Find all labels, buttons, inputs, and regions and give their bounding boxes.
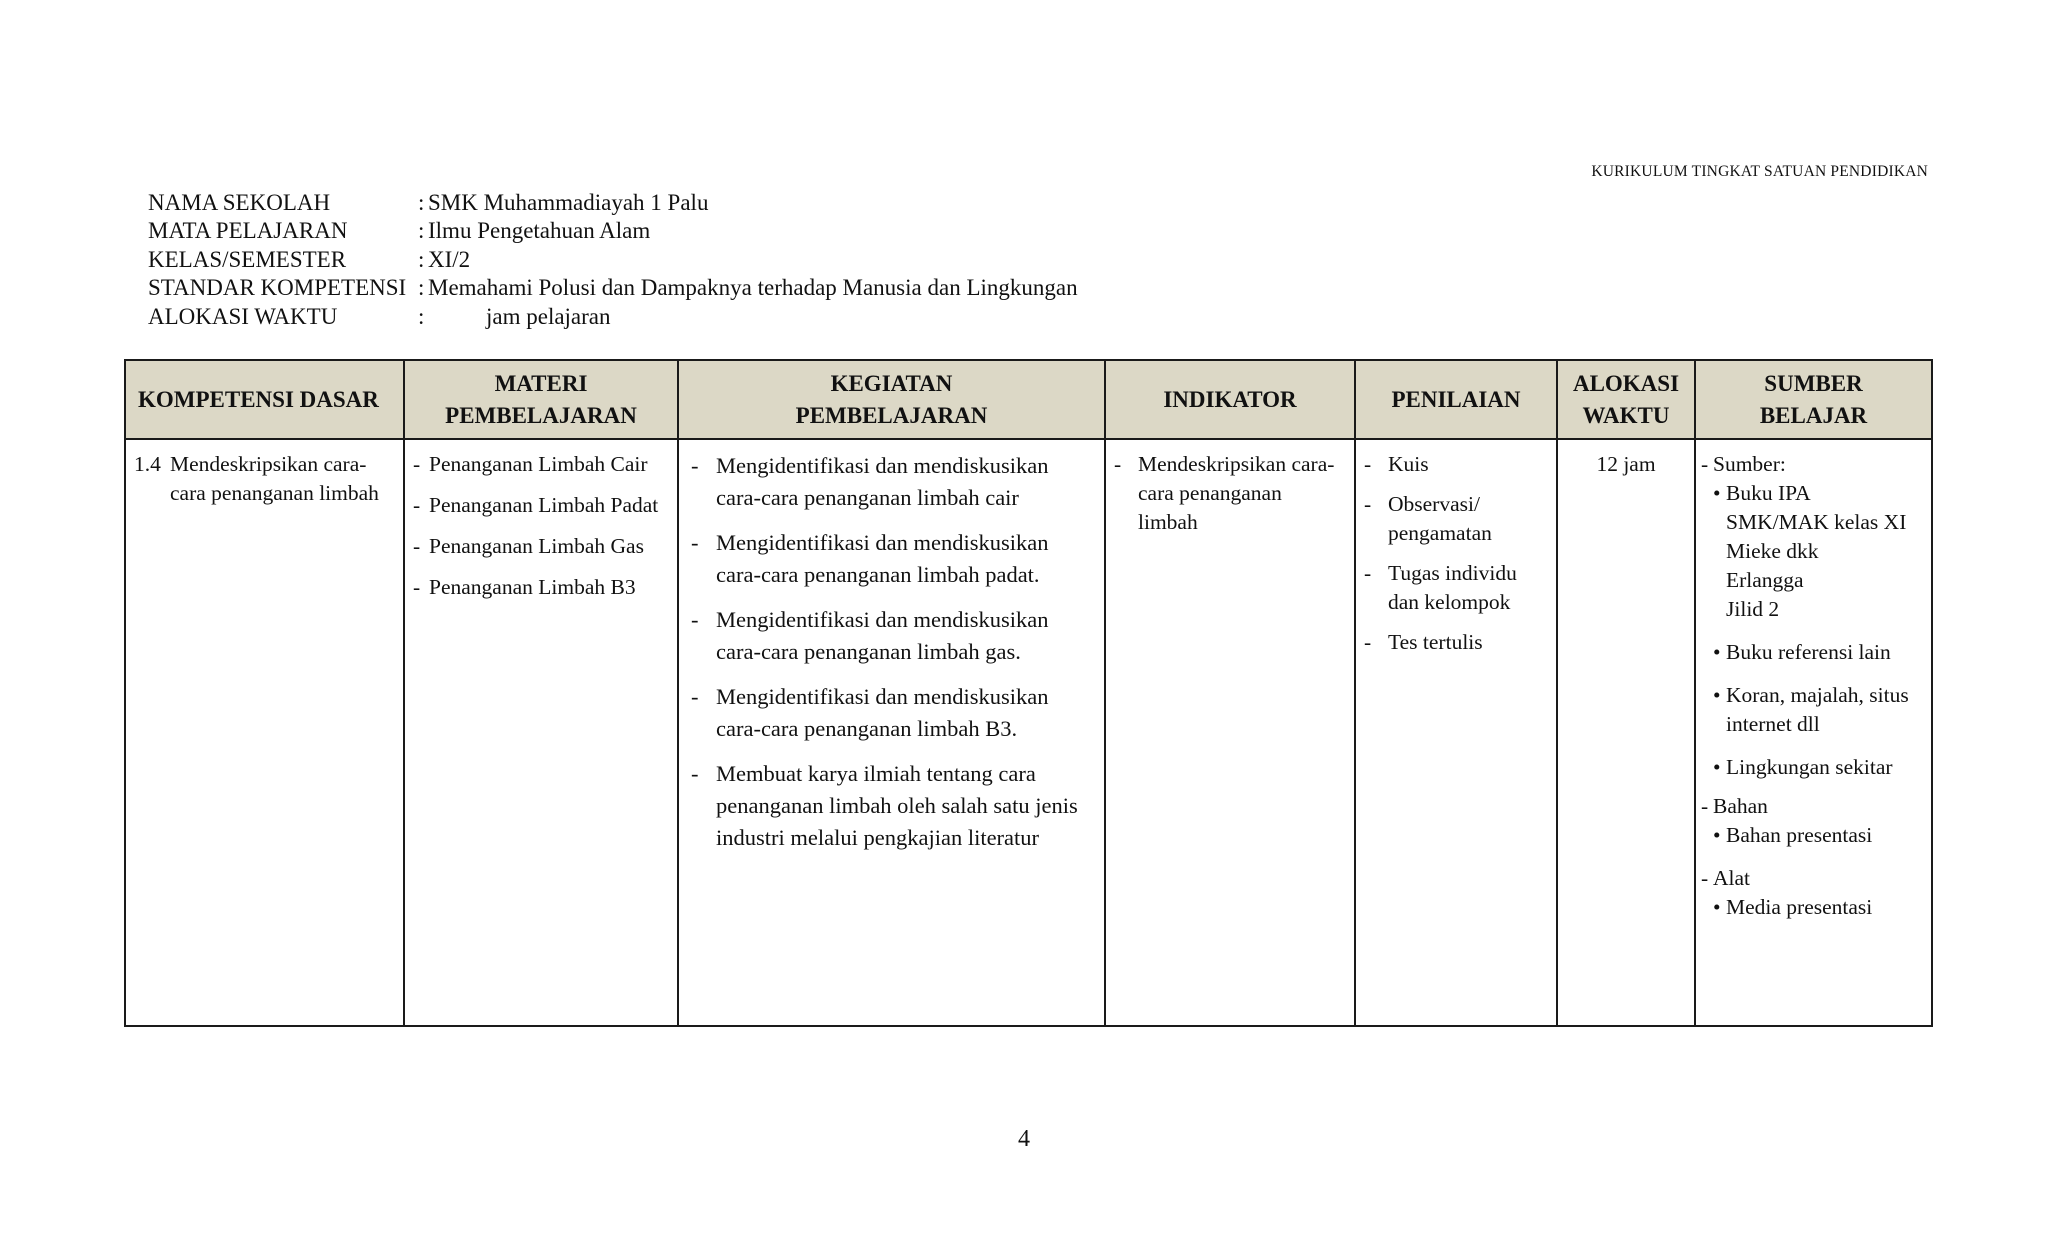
list-item: - Membuat karya ilmiah tentang cara penanganan limbah oleh salah satu jenis industri melalui pengkajian literatur [691, 761, 1078, 850]
bullet-icon: • [1713, 640, 1721, 664]
info-value: Ilmu Pengetahuan Alam [428, 218, 651, 244]
header-kegiatan-pembelajaran: KEGIATAN PEMBELAJARAN [678, 360, 1105, 439]
list-item: - Observasi/ pengamatan [1364, 492, 1492, 545]
list-item: - Tes tertulis [1364, 630, 1483, 654]
info-row-nama-sekolah: NAMA SEKOLAH : SMK Muhammadiayah 1 Palu [148, 189, 1078, 217]
header-sumber-belajar: SUMBER BELAJAR [1695, 360, 1932, 439]
cell-materi [404, 439, 678, 1026]
list-item: - Penanganan Limbah B3 [413, 575, 636, 599]
cell-indikator [1105, 439, 1355, 1026]
list-item: - Penanganan Limbah Cair [413, 452, 648, 476]
cell-kompetensi-dasar [125, 439, 404, 1026]
info-value: jam pelajaran [486, 303, 611, 329]
info-value: SMK Muhammadiayah 1 Palu [428, 190, 709, 215]
info-row-alokasi-waktu: ALOKASI WAKTU : jam pelajaran [148, 303, 1078, 331]
info-label: STANDAR KOMPETENSI [148, 275, 407, 301]
info-label: MATA PELAJARAN [148, 218, 348, 244]
info-label: ALOKASI WAKTU [148, 303, 338, 329]
document-info [148, 189, 1078, 331]
kd-text-line1: Mendeskripsikan cara- [170, 452, 367, 476]
syllabus-table [124, 359, 1933, 1027]
list-item: - Penanganan Limbah Padat [413, 493, 659, 517]
alat-group: - Alat [1701, 866, 1751, 890]
bullet-icon: • [1713, 481, 1721, 505]
bullet-item-buku-ipa: • Buku IPA SMK/MAK kelas XI Mieke dkk Erlangga Jilid 2 [1701, 479, 1925, 624]
running-header: KURIKULUM TINGKAT SATUAN PENDIDIKAN [1591, 163, 1928, 180]
header-materi-pembelajaran: MATERI PEMBELAJARAN [404, 360, 678, 439]
bullet-icon: • [1713, 823, 1721, 847]
header-indikator: INDIKATOR [1105, 360, 1355, 439]
list-item: - Mendeskripsikan cara-cara penanganan limbah [1114, 452, 1335, 534]
list-item: - Mengidentifikasi dan mendiskusikan cara-cara penanganan limbah cair [691, 453, 1049, 510]
list-item: - Penanganan Limbah Gas [413, 534, 644, 558]
bahan-group: - Bahan [1701, 794, 1768, 818]
bullet-item-koran: • Koran, majalah, situs internet dll [1701, 681, 1925, 739]
info-row-mata-pelajaran: MATA PELAJARAN : Ilmu Pengetahuan Alam [148, 217, 1078, 245]
table-header-row [125, 360, 1932, 439]
list-item: - Tugas individu dan kelompok [1364, 561, 1517, 614]
cell-penilaian [1355, 439, 1557, 1026]
info-label: KELAS/SEMESTER [148, 246, 347, 272]
bullet-item-bahan: • Bahan presentasi [1701, 821, 1925, 850]
list-item: - Mengidentifikasi dan mendiskusikan cara-cara penanganan limbah gas. [691, 607, 1049, 664]
alokasi-value: 12 jam [1596, 452, 1656, 476]
info-value: Memahami Polusi dan Dampaknya terhadap Manusia dan Lingkungan [428, 275, 1078, 301]
info-label: NAMA SEKOLAH [148, 190, 331, 215]
table-row [125, 439, 1932, 1026]
page-number: 4 [1018, 1126, 1030, 1152]
list-item: - Mengidentifikasi dan mendiskusikan cara-cara penanganan limbah B3. [691, 684, 1049, 741]
kd-text-line2: cara penanganan limbah [170, 481, 379, 505]
bullet-icon: • [1713, 683, 1721, 707]
bullet-icon: • [1713, 755, 1721, 779]
header-kompetensi-dasar: KOMPETENSI DASAR [125, 360, 404, 439]
cell-kegiatan [678, 439, 1105, 1026]
bullet-item-alat: • Media presentasi [1701, 893, 1925, 922]
sumber-group: - Sumber: [1701, 452, 1786, 476]
bullet-icon: • [1713, 895, 1721, 919]
bullet-item-buku-lain: • Buku referensi lain [1701, 638, 1925, 667]
list-item: - Kuis [1364, 452, 1429, 476]
header-alokasi-waktu: ALOKASI WAKTU [1557, 360, 1695, 439]
kd-number: 1.4 [134, 452, 161, 476]
cell-sumber-belajar [1695, 439, 1932, 1026]
header-penilaian: PENILAIAN [1355, 360, 1557, 439]
list-item: - Mengidentifikasi dan mendiskusikan cara-cara penanganan limbah padat. [691, 530, 1049, 587]
info-row-kelas-semester: KELAS/SEMESTER : XI/2 [148, 246, 1078, 274]
cell-alokasi-waktu [1557, 439, 1695, 1026]
info-value: XI/2 [428, 246, 471, 272]
info-row-standar-kompetensi: STANDAR KOMPETENSI : Memahami Polusi dan Dampaknya terhadap Manusia dan Lingkungan [148, 274, 1078, 302]
bullet-item-lingkungan: • Lingkungan sekitar [1701, 753, 1925, 782]
